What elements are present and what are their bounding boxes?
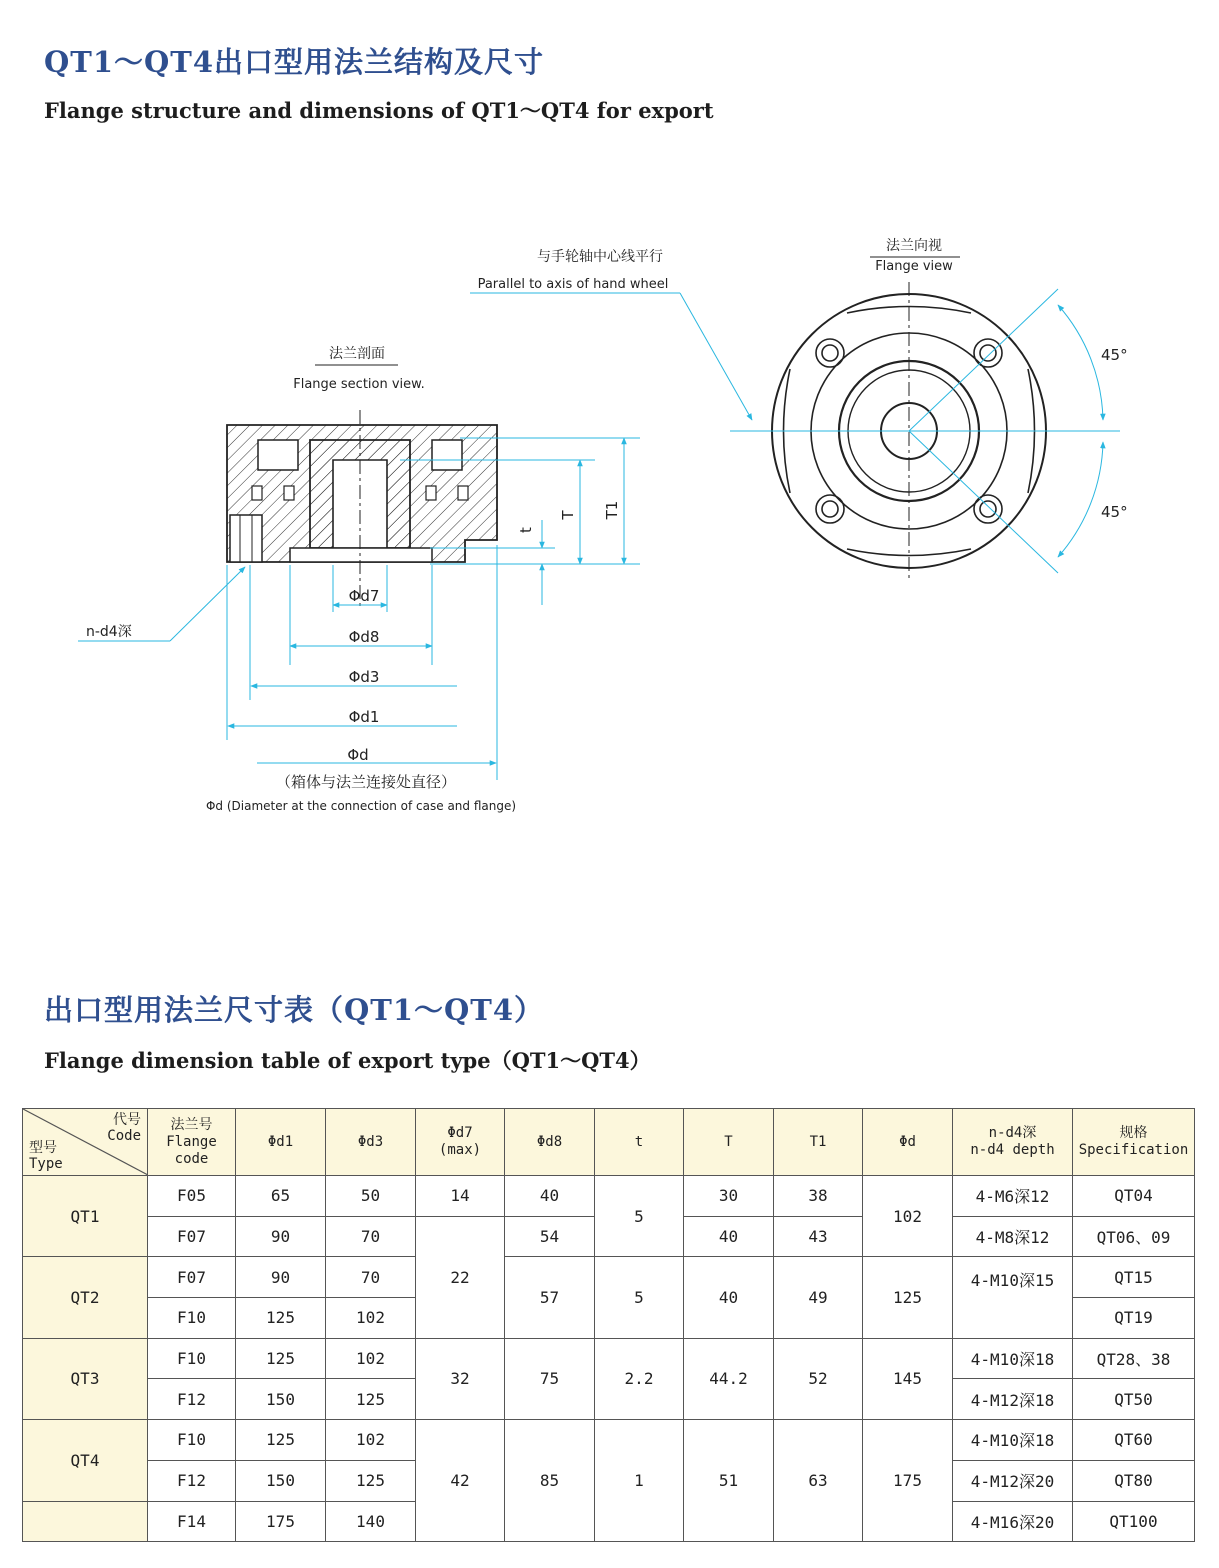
nd4-cell: 4-M10深18 <box>953 1338 1073 1379</box>
table-row <box>23 1257 1195 1298</box>
d8-cell: 40 <box>505 1176 595 1217</box>
section-label-cn: 法兰剖面 <box>329 346 385 362</box>
d3-cell: 70 <box>326 1216 416 1257</box>
corner-type-en: Type <box>29 1156 63 1172</box>
spec-cell: QT28、38 <box>1073 1338 1195 1379</box>
T1-cell: 52 <box>774 1338 863 1419</box>
spec-cell: QT04 <box>1073 1176 1195 1217</box>
T1-cell: 38 <box>774 1176 863 1217</box>
T-cell: 40 <box>684 1257 774 1338</box>
flange-dimension-table <box>22 1108 1195 1542</box>
header-T: T <box>684 1109 774 1176</box>
table-row <box>23 1176 1195 1217</box>
t-cell: 1 <box>595 1420 684 1542</box>
d8-cell: 85 <box>505 1420 595 1542</box>
d7-cell: 42 <box>416 1420 505 1542</box>
T1-cell: 43 <box>774 1216 863 1257</box>
header-d7-label: Φd7 <box>447 1125 473 1141</box>
corner-type-cn: 型号 <box>29 1140 57 1156</box>
T-cell: 40 <box>684 1216 774 1257</box>
header-d: Φd <box>863 1109 953 1176</box>
angle-top-label: 45° <box>1101 346 1128 364</box>
type-cell: QT3 <box>23 1338 148 1419</box>
d3-cell: 50 <box>326 1176 416 1217</box>
d1-cell: 150 <box>236 1379 326 1420</box>
T-cell: 44.2 <box>684 1338 774 1419</box>
table-header-row <box>23 1109 1195 1176</box>
t-cell: 2.2 <box>595 1338 684 1419</box>
nd4-cell: 4-M8深12 <box>953 1216 1073 1257</box>
flange-cell: F12 <box>148 1460 236 1501</box>
header-T1: T1 <box>774 1109 863 1176</box>
nd4-cell: 4-M10深18 <box>953 1420 1073 1461</box>
dim-d8-label: Φd8 <box>348 628 380 646</box>
nd4-label: n-d4深 <box>86 624 132 640</box>
header-d8: Φd8 <box>505 1109 595 1176</box>
type-cell-empty <box>23 1501 148 1542</box>
d1-cell: 90 <box>236 1216 326 1257</box>
T-cell: 30 <box>684 1176 774 1217</box>
nd4-cell: 4-M10深15 <box>953 1257 1073 1338</box>
header-nd4-cn: n-d4深 <box>988 1125 1037 1141</box>
d3-cell: 102 <box>326 1420 416 1461</box>
nd4-cell: 4-M12深20 <box>953 1460 1073 1501</box>
spec-cell: QT100 <box>1073 1501 1195 1542</box>
d8-cell: 75 <box>505 1338 595 1419</box>
d-note-cn: （箱体与法兰连接处直径） <box>275 773 457 791</box>
d1-cell: 125 <box>236 1338 326 1379</box>
flange-cell: F14 <box>148 1501 236 1542</box>
d3-cell: 102 <box>326 1298 416 1339</box>
d3-cell: 102 <box>326 1338 416 1379</box>
spec-cell: QT50 <box>1073 1379 1195 1420</box>
corner-code-cn: 代号 <box>113 1112 141 1128</box>
spec-cell: QT80 <box>1073 1460 1195 1501</box>
header-nd4-en: n-d4 depth <box>970 1142 1055 1158</box>
d8-cell: 57 <box>505 1257 595 1338</box>
dim-T-label: T <box>559 510 577 520</box>
spec-cell: QT06、09 <box>1073 1216 1195 1257</box>
dim-d3-label: Φd3 <box>348 668 380 686</box>
dim-T1-label: T1 <box>603 500 621 520</box>
spec-cell: QT15 <box>1073 1257 1195 1298</box>
header-spec <box>1073 1109 1195 1176</box>
header-flange-cn: 法兰号 <box>170 1116 213 1133</box>
d1-cell: 125 <box>236 1420 326 1461</box>
d1-cell: 90 <box>236 1257 326 1298</box>
dim-t-label: t <box>517 527 535 533</box>
d1-cell: 150 <box>236 1460 326 1501</box>
T1-cell: 49 <box>774 1257 863 1338</box>
header-t: t <box>595 1109 684 1176</box>
d1-cell: 175 <box>236 1501 326 1542</box>
table-row <box>23 1420 1195 1461</box>
T-cell: 51 <box>684 1420 774 1542</box>
type-cell: QT1 <box>23 1176 148 1257</box>
flange-cell: F12 <box>148 1379 236 1420</box>
t-cell: 5 <box>595 1176 684 1257</box>
table-title-en: Flange dimension table of export type（QT1～QT4） <box>44 1048 651 1073</box>
header-spec-en: Specification <box>1078 1142 1189 1158</box>
d7-cell: 14 <box>416 1176 505 1217</box>
d3-cell: 125 <box>326 1460 416 1501</box>
header-d1: Φd1 <box>236 1109 326 1176</box>
d3-cell: 140 <box>326 1501 416 1542</box>
flange-cell: F10 <box>148 1420 236 1461</box>
dim-d1-label: Φd1 <box>348 708 380 726</box>
parallel-label-cn: 与手轮轴中心线平行 <box>537 249 663 265</box>
type-cell: QT4 <box>23 1420 148 1501</box>
header-d3: Φd3 <box>326 1109 416 1176</box>
d-note-en: Φd (Diameter at the connection of case and flange) <box>205 799 517 813</box>
header-d7 <box>416 1109 505 1176</box>
flange-view-label-en: Flange view <box>875 259 953 274</box>
nd4-cell: 4-M12深18 <box>953 1379 1073 1420</box>
header-spec-cn: 规格 <box>1119 1125 1148 1141</box>
header-corner-cell <box>23 1109 148 1176</box>
parallel-label-en: Parallel to axis of hand wheel <box>477 277 669 292</box>
d-cell: 102 <box>863 1176 953 1257</box>
d-cell: 125 <box>863 1257 953 1338</box>
d3-cell: 70 <box>326 1257 416 1298</box>
d3-cell: 125 <box>326 1379 416 1420</box>
header-flange-en2: code <box>174 1150 209 1167</box>
t-cell: 5 <box>595 1257 684 1338</box>
header-flange-en1: Flange <box>166 1133 217 1150</box>
d8-cell: 54 <box>505 1216 595 1257</box>
d7-cell: 32 <box>416 1338 505 1419</box>
flange-cell: F07 <box>148 1257 236 1298</box>
table-title-cn: 出口型用法兰尺寸表（QT1～QT4） <box>44 993 545 1027</box>
d1-cell: 125 <box>236 1298 326 1339</box>
page-title-en: Flange structure and dimensions of QT1～QT4 for export <box>44 98 714 123</box>
d1-cell: 65 <box>236 1176 326 1217</box>
corner-code-en: Code <box>107 1128 141 1144</box>
spec-cell: QT19 <box>1073 1298 1195 1339</box>
d-cell: 145 <box>863 1338 953 1419</box>
section-label-en: Flange section view. <box>293 377 425 392</box>
table-row <box>23 1338 1195 1379</box>
page-title-cn: QT1～QT4出口型用法兰结构及尺寸 <box>44 45 545 79</box>
flange-drawing <box>0 180 1219 830</box>
dim-d-label: Φd <box>347 746 369 764</box>
flange-cell: F07 <box>148 1216 236 1257</box>
angle-bottom-label: 45° <box>1101 503 1128 521</box>
flange-cell: F05 <box>148 1176 236 1217</box>
header-d7-sub: (max) <box>438 1142 482 1158</box>
header-flange-code <box>148 1109 236 1176</box>
d-cell: 175 <box>863 1420 953 1542</box>
spec-cell: QT60 <box>1073 1420 1195 1461</box>
flange-cell: F10 <box>148 1338 236 1379</box>
nd4-cell: 4-M6深12 <box>953 1176 1073 1217</box>
T1-cell: 63 <box>774 1420 863 1542</box>
flange-view-label-cn: 法兰向视 <box>886 238 942 254</box>
d7-cell: 22 <box>416 1216 505 1338</box>
flange-cell: F10 <box>148 1298 236 1339</box>
dim-d7-label: Φd7 <box>348 587 380 605</box>
header-nd4 <box>953 1109 1073 1176</box>
type-cell: QT2 <box>23 1257 148 1338</box>
nd4-cell: 4-M16深20 <box>953 1501 1073 1542</box>
